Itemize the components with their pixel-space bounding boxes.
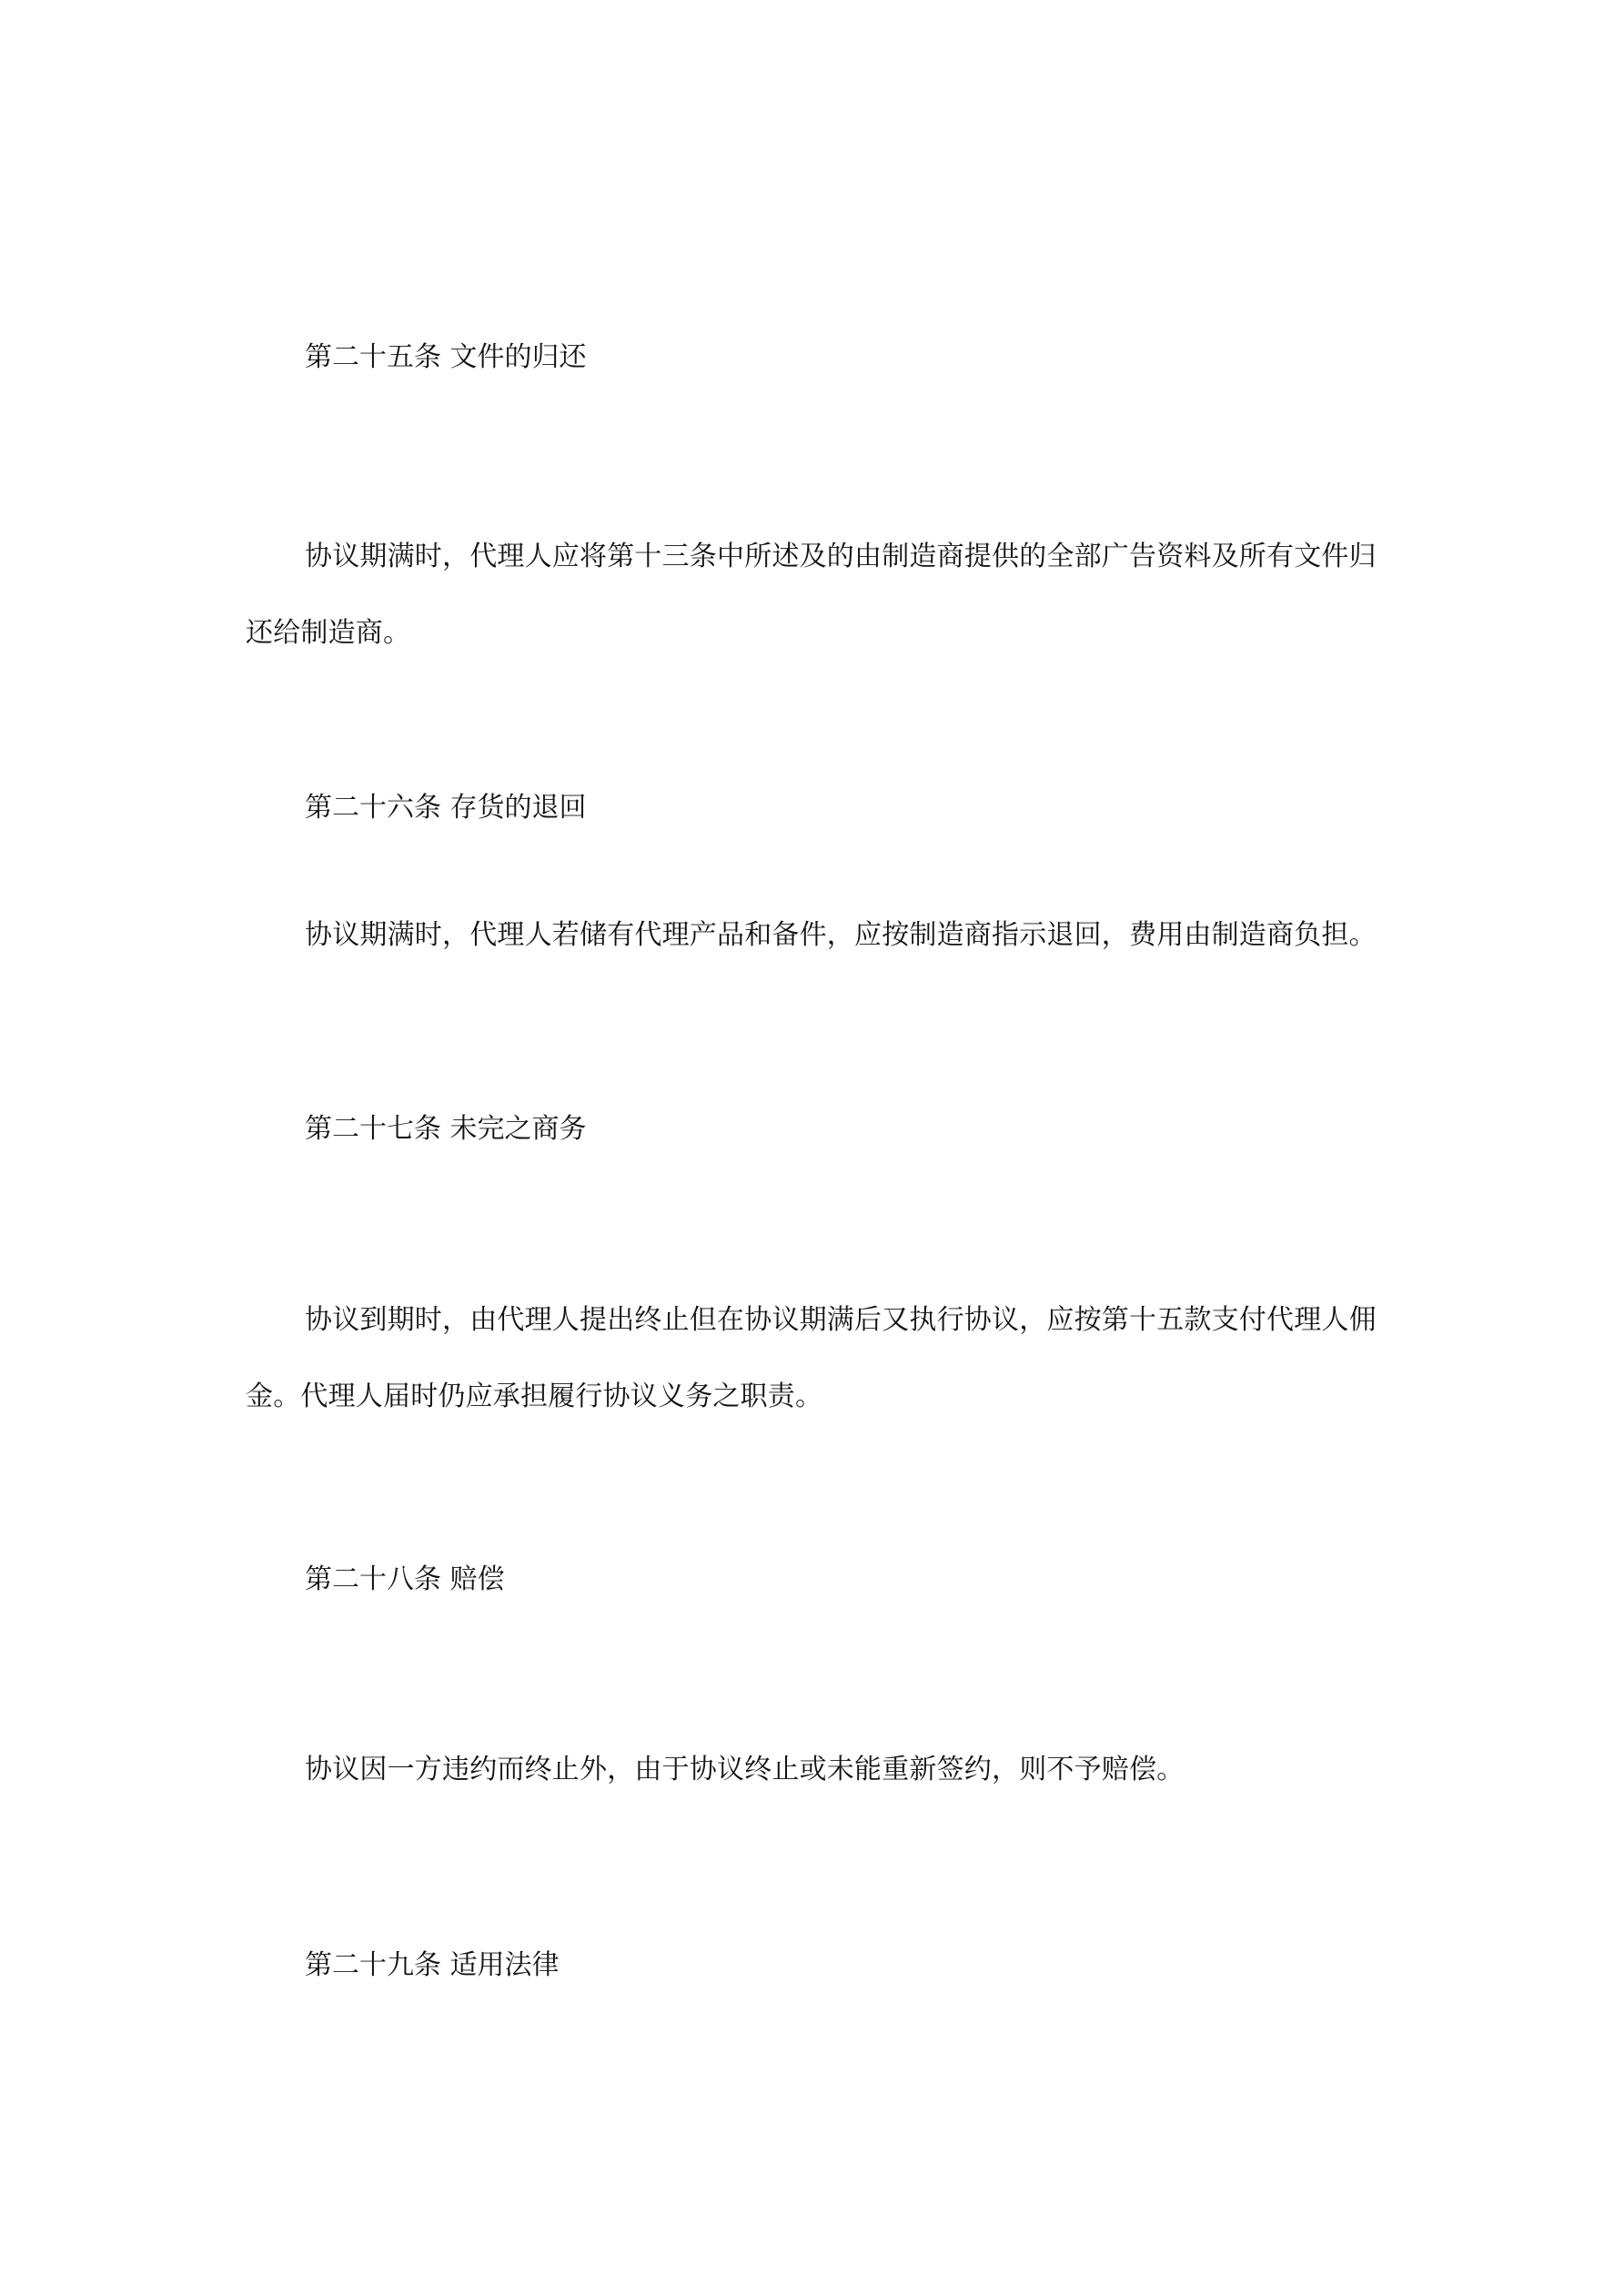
section-heading-29: 第二十九条 适用法律 xyxy=(305,1949,560,1981)
section-body-27: 协议到期时，由代理人提出终止但在协议期满后又执行协议，应按第十五款支付代理人佣金。代理人届时仍应承担履行协议义务之职责。 xyxy=(246,1304,1377,1412)
section-heading-26: 第二十六条 存货的退回 xyxy=(305,792,587,824)
section-body-28: 协议因一方违约而终止外，由于协议终止或未能重新签约，则不予赔偿。 xyxy=(305,1754,1185,1785)
section-heading-27: 第二十七条 未完之商务 xyxy=(305,1113,587,1145)
section-heading-28: 第二十八条 赔偿 xyxy=(305,1563,505,1595)
section-body-26: 协议期满时，代理人若储有代理产品和备件，应按制造商指示退回，费用由制造商负担。 xyxy=(305,919,1377,951)
section-heading-25: 第二十五条 文件的归还 xyxy=(305,341,587,373)
section-body-25: 协议期满时，代理人应将第十三条中所述及的由制造商提供的全部广告资料及所有文件归还给制造商。 xyxy=(246,541,1377,649)
